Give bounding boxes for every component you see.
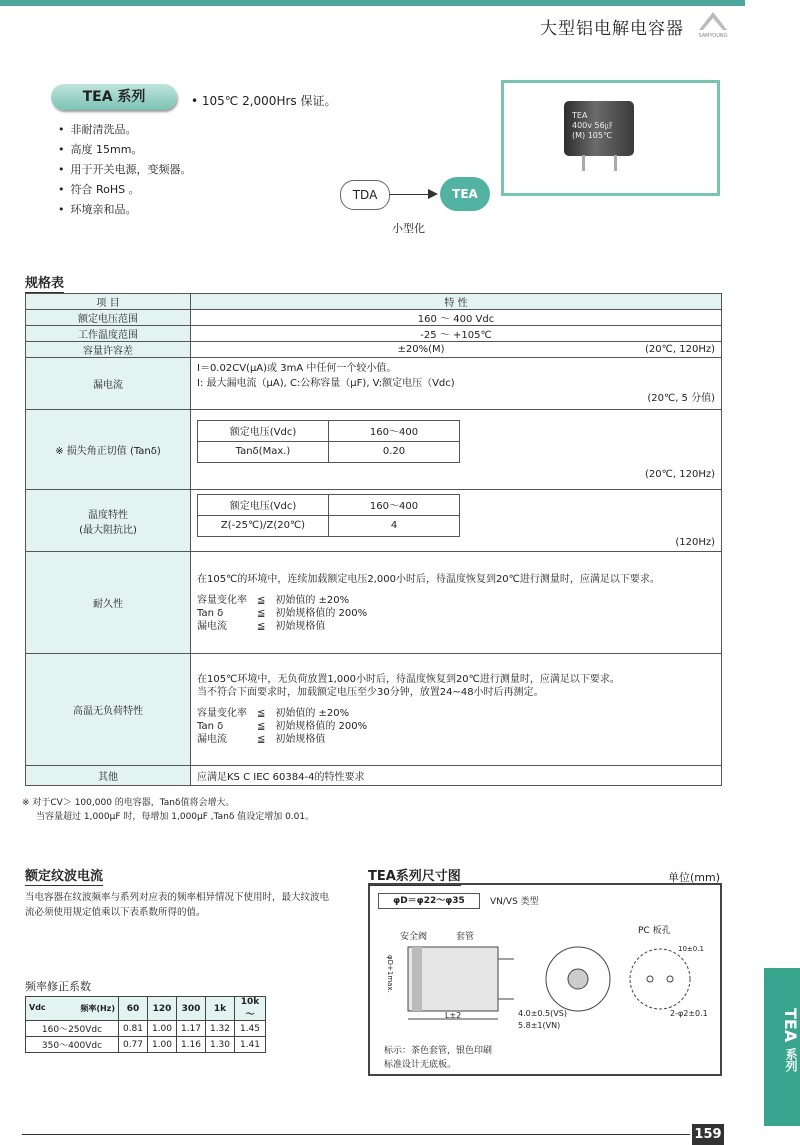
capacitor-pin	[582, 155, 585, 171]
spec-condition: (20℃, 120Hz)	[645, 468, 715, 480]
feature-list	[58, 120, 192, 220]
feature-item: • 环境亲和品。	[58, 200, 192, 220]
spec-label: 容量许容差	[26, 342, 191, 358]
valve-label: 安全阀	[400, 932, 428, 942]
impedance-subtable: 额定电压(Vdc) 160～400 Z(-25℃)/Z(20℃) 4	[197, 494, 460, 537]
spec-label: 耐久性	[26, 552, 191, 654]
dia-label: φD+1max.	[386, 955, 394, 993]
spec-head-char: 特 性	[191, 294, 722, 310]
freq-row-range: 350～400Vdc	[26, 1037, 119, 1053]
page-number: 159	[692, 1124, 724, 1145]
side-series-tab	[764, 968, 800, 1126]
flow-arrow-icon	[428, 189, 438, 199]
spec-value	[191, 358, 722, 410]
spec-condition: (120Hz)	[675, 536, 715, 548]
marking-note-2: 标准设计无底板。	[384, 1060, 457, 1070]
ripple-description: 当电容器在纹波频率与系列对应表的频率相异情况下使用时，最大纹波电流必须使用规定值乘以下表系数所得的值。	[25, 892, 330, 918]
lead-vs-label: 4.0±0.5(VS)	[518, 1009, 567, 1018]
spec-table	[25, 293, 722, 786]
spec-value	[191, 410, 722, 490]
sleeve-label: 套管	[456, 932, 475, 942]
spec-label: 其他	[26, 766, 191, 786]
ripple-section-title: 额定纹波电流	[25, 865, 103, 886]
feature-item: • 非耐清洗品。	[58, 120, 192, 140]
leakage-formula: I＝0.02CV(μA)或 3mA 中任何一个较小值。	[197, 363, 397, 374]
spec-condition: (20℃, 120Hz)	[645, 344, 715, 355]
spec-label: 额定电压范围	[26, 310, 191, 326]
feature-item: • 符合 RoHS 。	[58, 180, 192, 200]
feature-item: • 高度 15mm。	[58, 140, 192, 160]
spec-value: 应满足KS C IEC 60384-4的特性要求	[191, 766, 722, 786]
flow-from-badge: TDA	[340, 180, 390, 210]
freq-corner: Vdc 频率(Hz)	[26, 997, 119, 1021]
side-tab-label: TEA	[781, 1008, 800, 1043]
svg-text:SAMYOUNG: SAMYOUNG	[698, 33, 728, 38]
shelf-desc: 在105℃环境中，无负荷放置1,000小时后，待温度恢复到20℃进行测量时，应满足以下要求。	[197, 674, 620, 685]
leakage-legend: I: 最大漏电流（μA), C:公称容量（μF), V:额定电压（Vdc)	[197, 378, 455, 389]
feature-item: • 用于开关电源，变频器。	[58, 160, 192, 180]
main-feature: • 105℃ 2,000Hrs 保证。	[191, 94, 337, 108]
dims-type: VN/VS 类型	[490, 897, 539, 907]
spec-value	[191, 490, 722, 552]
spec-label: 漏电流	[26, 358, 191, 410]
spec-label: ※ 损失角正切值 (Tanδ)	[26, 410, 191, 490]
spec-value: 在105℃的环境中，连续加载额定电压2,000小时后，待温度恢复到20℃进行测量时，应满足以下要求。 容量变化率 ≦ 初始值的 ±20% Tan δ ≦ 初始规格值的 200% 漏电流 ≦ 初始规格值	[191, 552, 722, 654]
side-tab-suffix: 系列	[784, 1048, 798, 1072]
pitch-label: 10±0.1	[678, 945, 704, 953]
spec-label: 工作温度范围	[26, 326, 191, 342]
spec-value: 160 ～ 400 Vdc	[191, 310, 722, 326]
lead-vn-label: 5.8±1(VN)	[518, 1021, 561, 1030]
footer-rule	[22, 1134, 690, 1135]
spec-label: 温度特性 (最大阻抗比)	[26, 490, 191, 552]
spec-value: -25 ～ +105℃	[191, 326, 722, 342]
flow-to-badge: TEA	[440, 177, 490, 211]
pc-hole-label: PC 板孔	[638, 926, 671, 936]
freq-row-range: 160～250Vdc	[26, 1021, 119, 1037]
flow-arrow-line	[390, 194, 430, 195]
spec-condition: (20℃, 5 分值)	[647, 393, 715, 404]
spec-section-title: 规格表	[25, 272, 64, 293]
product-photo	[501, 80, 720, 196]
dia-range: φD＝φ22～φ35	[378, 893, 480, 909]
capacitor-label: TEA 400v 56㎌ (M) 105℃	[572, 111, 613, 140]
footnote: ※ 对于CV＞ 100,000 的电容器，Tanδ值将会增大。 当容量超过 1,000μF 时，每增加 1,000μF ,Tanδ 值设定增加 0.01。	[22, 798, 315, 822]
flow-caption: 小型化	[392, 222, 425, 235]
tan-subtable: 额定电压(Vdc) 160～400 Tanδ(Max.) 0.20	[197, 420, 460, 463]
length-label: L±2	[445, 1011, 462, 1020]
capacitor-image	[564, 101, 634, 156]
freq-table-title: 频率修正系数	[25, 980, 91, 993]
endurance-desc: 在105℃的环境中，连续加载额定电压2,000小时后，待温度恢复到20℃进行测量时，应满足以下要求。	[197, 573, 660, 585]
spec-value: 在105℃环境中，无负荷放置1,000小时后，待温度恢复到20℃进行测量时，应满足以下要求。 当不符合下面要求时，加载额定电压至少30分钟，放置24~48小时后再测定。 容量变化率 ≦ 初始值的 ±20% Tan δ ≦ 初始规格值的 200% 漏电流 ≦ 初始规格值	[191, 654, 722, 766]
spec-label: 高温无负荷特性	[26, 654, 191, 766]
dimension-drawing	[368, 883, 722, 1076]
dims-section-title: TEA系列尺寸图	[368, 865, 461, 886]
spec-head-item: 项 目	[26, 294, 191, 310]
shelf-desc-2: 当不符合下面要求时，加载额定电压至少30分钟，放置24~48小时后再测定。	[197, 687, 544, 698]
samyoung-logo	[693, 8, 733, 38]
marking-note: 标示：茶色套管，银色印刷	[384, 1046, 493, 1056]
dims-unit: 单位(mm)	[668, 871, 721, 884]
freq-coefficient-table: Vdc 频率(Hz) 60 120 300 1k 10k～ 160～250Vdc 0.81 1.00 1.17 1.32 1.45 350～400Vdc 0.77 1.00 1.16 1.30 1.41	[25, 996, 266, 1053]
page-header-title: 大型铝电解电容器	[540, 19, 684, 39]
capacitor-pin	[614, 155, 617, 171]
top-accent-bar	[0, 0, 745, 6]
series-badge: TEA 系列	[51, 84, 177, 110]
hole-label: 2-φ2±0.1	[670, 1009, 708, 1018]
spec-value: ±20%(M) (20℃, 120Hz)	[191, 342, 722, 358]
